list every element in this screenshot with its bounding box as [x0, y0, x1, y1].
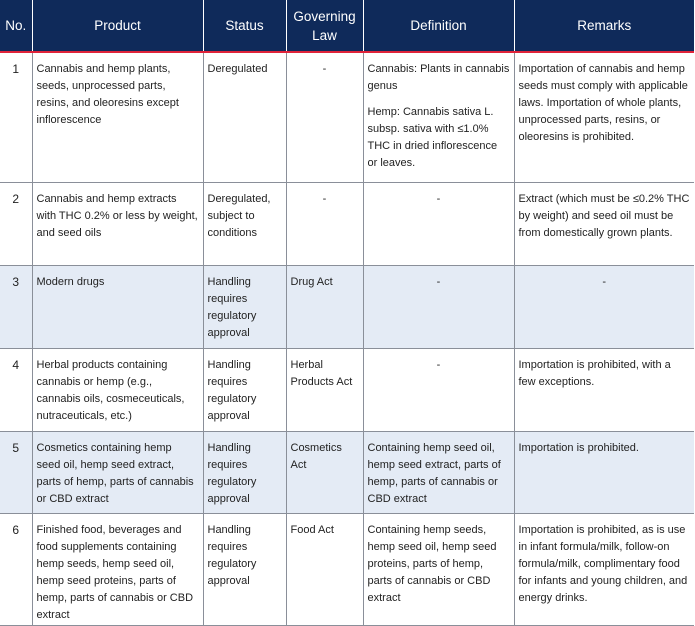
remarks-cell: Importation of cannabis and hemp seeds must comply with applicable laws. Importation of whole plants, unprocessed parts, resins, or oleoresins is prohibited.: [514, 52, 694, 182]
row-number: 2: [0, 182, 32, 265]
definition-cell: Containing hemp seed oil, hemp seed extract, parts of hemp, parts of cannabis or CBD extract: [363, 431, 514, 513]
status-cell: Handling requires regulatory approval: [203, 348, 286, 431]
product-cell: Finished food, beverages and food supplements containing hemp seeds, hemp seed oil, hemp seed proteins, parts of hemp, parts of cannabis or CBD extract: [32, 513, 203, 625]
remarks-cell: -: [514, 265, 694, 348]
definition-cell: [363, 52, 514, 182]
header-governing-law: Governing Law: [286, 0, 363, 52]
remarks-cell: Importation is prohibited, with a few exceptions.: [514, 348, 694, 431]
law-cell: Herbal Products Act: [286, 348, 363, 431]
product-cell: Cosmetics containing hemp seed oil, hemp seed extract, parts of hemp, parts of cannabis or CBD extract: [32, 431, 203, 513]
law-cell: Cosmetics Act: [286, 431, 363, 513]
row-number: 1: [0, 52, 32, 182]
table-row: [0, 513, 694, 625]
status-cell: Handling requires regulatory approval: [203, 513, 286, 625]
table-row: [0, 265, 694, 348]
table-row: [0, 431, 694, 513]
row-number: 3: [0, 265, 32, 348]
header-no: No.: [0, 0, 32, 52]
product-cell: Herbal products containing cannabis or hemp (e.g., cannabis oils, cosmeceuticals, nutraceuticals, etc.): [32, 348, 203, 431]
product-cell: Modern drugs: [32, 265, 203, 348]
row-number: 5: [0, 431, 32, 513]
header-row: [0, 0, 694, 52]
row-number: 4: [0, 348, 32, 431]
status-cell: Handling requires regulatory approval: [203, 431, 286, 513]
law-cell: -: [286, 182, 363, 265]
law-cell: Food Act: [286, 513, 363, 625]
status-cell: Handling requires regulatory approval: [203, 265, 286, 348]
remarks-cell: Importation is prohibited.: [514, 431, 694, 513]
header-remarks: Remarks: [514, 0, 694, 52]
header-definition: Definition: [363, 0, 514, 52]
product-cell: Cannabis and hemp extracts with THC 0.2% or less by weight, and seed oils: [32, 182, 203, 265]
definition-hemp: Hemp: Cannabis sativa L. subsp. sativa with ≤1.0% THC in dried inflorescence or leaves.: [367, 106, 498, 169]
definition-cell: -: [363, 182, 514, 265]
header-status: Status: [203, 0, 286, 52]
table-row: [0, 182, 694, 265]
remarks-cell: Extract (which must be ≤0.2% THC by weight) and seed oil must be from domestically grown plants.: [514, 182, 694, 265]
definition-cannabis: Cannabis: Plants in cannabis genus: [367, 63, 510, 92]
table-row: [0, 348, 694, 431]
definition-cell: -: [363, 265, 514, 348]
table-row: [0, 52, 694, 182]
law-cell: Drug Act: [286, 265, 363, 348]
product-cell: Cannabis and hemp plants, seeds, unprocessed parts, resins, and oleoresins except inflorescence: [32, 52, 203, 182]
header-product: Product: [32, 0, 203, 52]
remarks-cell: Importation is prohibited, as is use in infant formula/milk, follow-on formula/milk, complimentary food for infants and young children, and energy drinks.: [514, 513, 694, 625]
definition-cell: Containing hemp seeds, hemp seed oil, hemp seed proteins, parts of hemp, parts of cannabis or CBD extract: [363, 513, 514, 625]
status-cell: Deregulated, subject to conditions: [203, 182, 286, 265]
row-number: 6: [0, 513, 32, 625]
law-cell: -: [286, 52, 363, 182]
status-cell: Deregulated: [203, 52, 286, 182]
definition-cell: -: [363, 348, 514, 431]
